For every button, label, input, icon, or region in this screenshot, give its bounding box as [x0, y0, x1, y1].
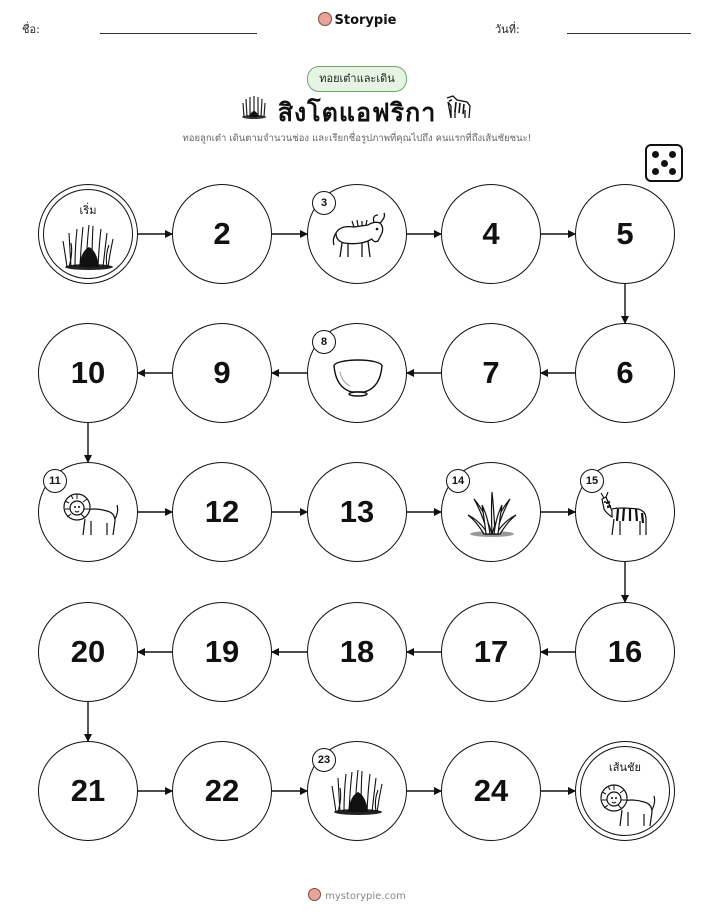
board-cell-24	[441, 741, 541, 841]
board-cell-20	[38, 602, 138, 702]
cell-number-badge: 15	[580, 469, 604, 493]
brand-name: Storypie	[334, 13, 397, 28]
storypie-footer-logo-icon	[308, 888, 321, 901]
cell-number-badge: 14	[446, 469, 470, 493]
cell-number-badge: 3	[312, 191, 336, 215]
name-label: ชื่อ:	[22, 23, 40, 36]
board-cell-3	[307, 184, 407, 284]
cell-number: 22	[204, 773, 240, 808]
board-cell-12	[172, 462, 272, 562]
grass-bush-icon	[328, 768, 388, 818]
cell-number-badge: 11	[43, 469, 67, 493]
board-cell-6	[575, 323, 675, 423]
board-cell-8	[307, 323, 407, 423]
board-cell-2	[172, 184, 272, 284]
cell-number-badge: 23	[312, 748, 336, 772]
bowl-icon	[328, 350, 388, 400]
board-cell-7	[441, 323, 541, 423]
board-cell-5	[575, 184, 675, 284]
cell-number: 13	[339, 494, 375, 529]
grass-bush-icon	[59, 223, 119, 273]
footer	[0, 888, 714, 902]
board-cell-9	[172, 323, 272, 423]
cell-number: 20	[70, 634, 106, 669]
finish-label: เส้นชัย	[609, 761, 641, 774]
start-cell	[38, 184, 138, 284]
date-label: วันที่:	[495, 23, 520, 36]
cell-number: 12	[204, 494, 240, 529]
instructions: ทอยลูกเต๋า เดินตามจำนวนช่อง และเรียกชื่อรูปภาพที่คุณไปถึง คนแรกที่ถึงเส้นชัยชนะ!	[182, 133, 532, 144]
board-cell-4	[441, 184, 541, 284]
board-cell-16	[575, 602, 675, 702]
cell-number: 17	[473, 634, 509, 669]
cell-number: 16	[607, 634, 643, 669]
game-type-badge: ทอยเต๋าและเดิน	[307, 66, 407, 92]
board-cell-13	[307, 462, 407, 562]
cell-number: 21	[70, 773, 106, 808]
lion-icon	[59, 489, 119, 539]
cell-number: 19	[204, 634, 240, 669]
board-cell-10	[38, 323, 138, 423]
board-cell-18	[307, 602, 407, 702]
cell-number: 18	[339, 634, 375, 669]
board-cell-11	[38, 462, 138, 562]
board-cell-21	[38, 741, 138, 841]
cell-number: 6	[616, 355, 634, 390]
finish-cell	[575, 741, 675, 841]
board-cell-23	[307, 741, 407, 841]
cell-number-badge: 8	[312, 330, 336, 354]
cell-number: 5	[616, 216, 634, 251]
cell-number: 7	[482, 355, 500, 390]
cell-number: 24	[473, 773, 509, 808]
board-cell-15	[575, 462, 675, 562]
zebra-icon	[596, 489, 656, 539]
start-label: เริ่ม	[79, 204, 97, 217]
cell-number: 9	[213, 355, 231, 390]
board-cell-14	[441, 462, 541, 562]
cell-number: 2	[213, 216, 231, 251]
board-cell-17	[441, 602, 541, 702]
cell-number: 4	[482, 216, 500, 251]
grass-icon	[462, 489, 522, 539]
page-title: สิงโตแอฟริกา	[277, 98, 437, 127]
footer-site[interactable]: mystorypie.com	[325, 891, 406, 902]
lion-icon	[596, 780, 656, 830]
wildebeest-icon	[328, 211, 388, 261]
cell-number: 10	[70, 355, 106, 390]
board-cell-19	[172, 602, 272, 702]
board-cell-22	[172, 741, 272, 841]
